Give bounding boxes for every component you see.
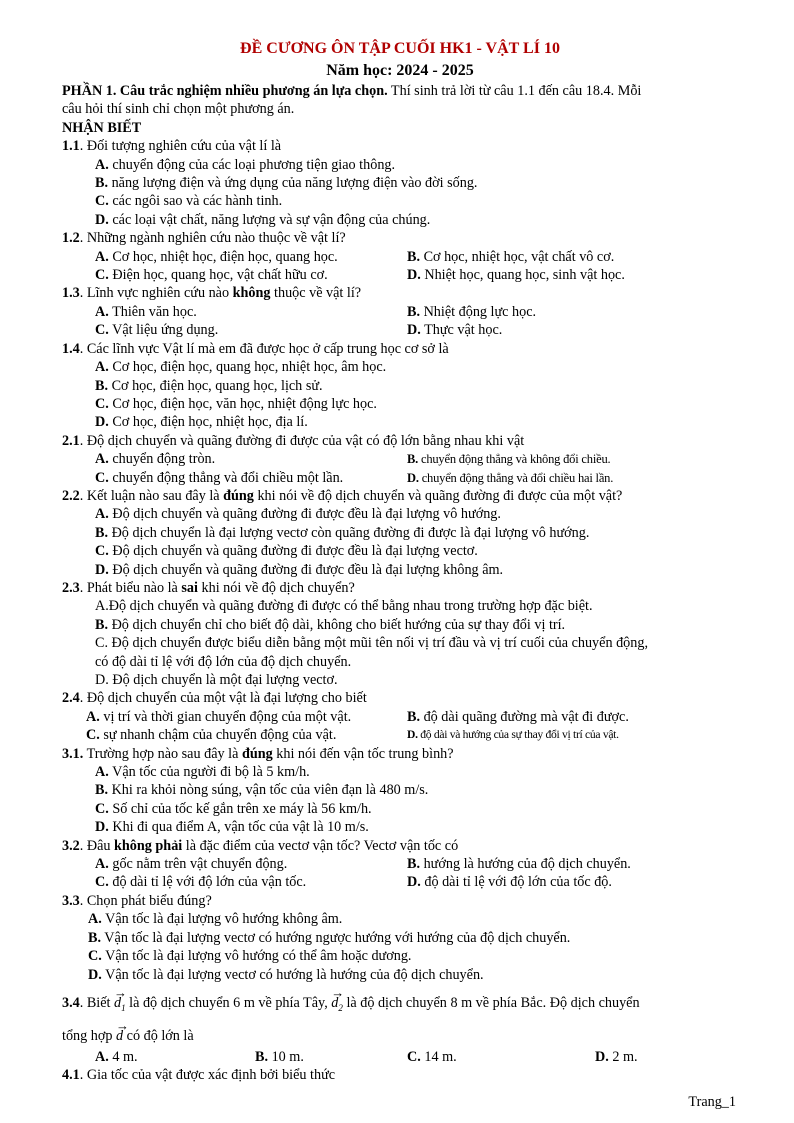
option-b: B. chuyển động thẳng và không đổi chiều.: [407, 452, 611, 467]
option-a: A. Vận tốc của người đi bộ là 5 km/h.: [95, 764, 310, 781]
options-row: [62, 855, 738, 873]
question-1-1: [62, 137, 738, 155]
option-d: D. các loại vật chất, năng lượng và sự vận động của chúng.: [95, 211, 431, 228]
option-d: D. Vận tốc là đại lượng vectơ có hướng là hướng của độ dịch chuyển.: [88, 966, 484, 983]
options-row: [62, 450, 738, 468]
option-d: D. Khi đi qua điểm A, vận tốc của vật là 10 m/s.: [95, 819, 369, 836]
options-row: [62, 873, 738, 891]
option-b: B. Độ dịch chuyển chỉ cho biết độ dài, không cho biết hướng của sự thay đổi vị trí.: [95, 616, 566, 633]
options-row: [62, 469, 738, 487]
question-4-1: 4.1. Gia tốc của vật được xác định bởi biểu thức: [62, 1067, 336, 1084]
option-b: B. năng lượng điện và ứng dụng của năng lượng điện vào đời sống.: [95, 175, 478, 192]
option-c: C. Vật liệu ứng dụng.: [95, 322, 219, 339]
question-3-2: 3.2. Đâu không phải là đặc điểm của vectơ vận tốc? Vectơ vận tốc có: [62, 837, 459, 854]
option-a: A. 4 m.: [95, 1048, 138, 1065]
option-d: D. độ dài tỉ lệ với độ lớn của tốc độ.: [407, 874, 612, 891]
option-a: A.Độ dịch chuyển và quãng đường đi được có thể bằng nhau trong trường hợp đặc biệt.: [95, 598, 593, 615]
option-d: D. Độ dịch chuyển là một đại lượng vectơ.: [95, 672, 338, 688]
option-c-cont: có độ dài tỉ lệ với độ lớn của độ dịch chuyển.: [95, 653, 352, 670]
option-c: C. Vận tốc là đại lượng vô hướng có thể âm hoặc dương.: [88, 948, 412, 965]
option-c: C. độ dài tỉ lệ với độ lớn của vận tốc.: [95, 874, 307, 891]
question-2-3: 2.3. Phát biểu nào là sai khi nói về độ dịch chuyển?: [62, 579, 355, 596]
school-year: Năm học: 2024 - 2025: [326, 62, 474, 79]
question-1-4: 1.4. Các lĩnh vực Vật lí mà em đã được học ở cấp trung học cơ sở là: [62, 340, 449, 357]
option-d: D. Thực vật học.: [407, 322, 503, 339]
option-c: C. Độ dịch chuyển và quãng đường đi được đều là đại lượng vectơ.: [95, 543, 478, 560]
option-a: A. gốc nằm trên vật chuyển động.: [95, 856, 288, 873]
option-c: C. các ngôi sao và các hành tinh.: [95, 193, 283, 210]
options-row: [62, 708, 738, 726]
option-c: C. Điện học, quang học, vật chất hữu cơ.: [95, 267, 328, 284]
options-row: [62, 248, 738, 266]
option-a: A. Vận tốc là đại lượng vô hướng không âm.: [88, 911, 343, 928]
question-3-4: 3.4. Biết → $d_1$ là độ dịch chuyển 6 m về phía Tây, → $d_2$ là độ dịch chuyển 8 m về phía Bắc. Độ dịch chuyển: [62, 987, 738, 1020]
option-d: D. chuyển động thẳng và đổi chiều hai lần.: [407, 470, 614, 485]
part1-heading: PHẦN 1. Câu trắc nghiệm nhiều phương án lựa chọn.: [62, 83, 388, 99]
part1-instr-b: câu hỏi thí sinh chỉ chọn một phương án.: [62, 101, 295, 118]
page-number: Trang_1: [688, 1094, 736, 1110]
vector-d1: → $d_1$: [114, 987, 126, 1020]
question-2-2: 2.2. Kết luận nào sau đây là đúng khi nói về độ dịch chuyển và quãng đường đi được của một vật?: [62, 487, 623, 504]
options-row: [62, 1048, 738, 1066]
option-a: A. Cơ học, điện học, quang học, nhiệt học, âm học.: [95, 359, 387, 376]
option-b: B. Nhiệt động lực học.: [407, 303, 537, 320]
option-b: B. Độ dịch chuyển là đại lượng vectơ còn quãng đường đi được là đại lượng vô hướng.: [95, 524, 590, 541]
option-a: A. chuyển động của các loại phương tiện giao thông.: [95, 156, 396, 173]
question-number: 1.1: [62, 138, 80, 155]
vector-d: → d: [116, 1020, 123, 1048]
option-b: B. Cơ học, điện học, quang học, lịch sử.: [95, 377, 323, 394]
options-row: [62, 726, 738, 744]
option-d: D. độ dài và hướng của sự thay đổi vị trí của vật.: [407, 728, 619, 742]
options-row: [62, 321, 738, 339]
options-row: [62, 266, 738, 284]
option-a: A. Độ dịch chuyển và quãng đường đi được đều là đại lượng vô hướng.: [95, 506, 501, 523]
option-a: A. vị trí và thời gian chuyển động của một vật.: [86, 708, 352, 725]
option-b: B. hướng là hướng của độ dịch chuyển.: [407, 856, 631, 873]
option-d: D. Độ dịch chuyển và quãng đường đi được đều là đại lượng không âm.: [95, 561, 504, 578]
question-3-3: 3.3. Chọn phát biểu đúng?: [62, 892, 212, 909]
question-2-1: 2.1. Độ dịch chuyển và quãng đường đi được của vật có độ lớn bằng nhau khi vật: [62, 432, 525, 449]
option-a: A. Cơ học, nhiệt học, điện học, quang học.: [95, 248, 338, 265]
option-c: C. Cơ học, điện học, văn học, nhiệt động lực học.: [95, 395, 377, 412]
option-b: B. Cơ học, nhiệt học, vật chất vô cơ.: [407, 248, 615, 265]
option-c: C. sự nhanh chậm của chuyển động của vật.: [86, 727, 337, 744]
question-stem: . Đối tượng nghiên cứu của vật lí là: [79, 138, 282, 155]
option-a: A. Thiên văn học.: [95, 303, 197, 320]
question-3-1: 3.1. Trường hợp nào sau đây là đúng khi nói đến vận tốc trung bình?: [62, 745, 454, 762]
option-b: B. độ dài quãng đường mà vật đi được.: [407, 708, 629, 725]
option-d: D. Nhiệt học, quang học, sinh vật học.: [407, 267, 625, 284]
option-c: C. Số chỉ của tốc kế gắn trên xe máy là 56 km/h.: [95, 800, 372, 817]
option-b: B. Vận tốc là đại lượng vectơ có hướng ngược hướng với hướng của độ dịch chuyển.: [88, 929, 571, 946]
option-c: C. Độ dịch chuyển được biểu diễn bằng một mũi tên nối vị trí đầu và vị trí cuối của chuyển động,: [95, 635, 649, 652]
option-d: D. Cơ học, điện học, nhiệt học, địa lí.: [95, 414, 308, 431]
option-c: C. 14 m.: [407, 1048, 457, 1065]
option-c: C. chuyển động thẳng và đổi chiều một lần.: [95, 469, 344, 486]
level-heading: NHẬN BIẾT: [62, 119, 142, 136]
option-b: B. Khi ra khỏi nòng súng, vận tốc của viên đạn là 480 m/s.: [95, 782, 429, 799]
option-b: B. 10 m.: [255, 1048, 304, 1065]
part1-instructions: [62, 82, 738, 100]
question-1-3: 1.3. Lĩnh vực nghiên cứu nào không thuộc về vật lí?: [62, 285, 362, 302]
options-row: [62, 303, 738, 321]
question-1-2: 1.2. Những ngành nghiên cứu nào thuộc về vật lí?: [62, 230, 346, 247]
question-3-4-cont: tổng hợp → d có độ lớn là: [62, 1020, 738, 1048]
question-2-4: 2.4. Độ dịch chuyển của một vật là đại lượng cho biết: [62, 690, 367, 707]
document-title: ĐỀ CƯƠNG ÔN TẬP CUỐI HK1 - VẬT LÍ 10: [240, 40, 560, 57]
option-a: A. chuyển động tròn.: [95, 451, 216, 468]
document-page: [62, 38, 738, 1085]
part1-instr-a: Thí sinh trả lời từ câu 1.1 đến câu 18.4. Mỗi: [387, 83, 642, 99]
vector-d2: → $d_2$: [331, 987, 343, 1020]
option-d: D. 2 m.: [595, 1048, 638, 1065]
